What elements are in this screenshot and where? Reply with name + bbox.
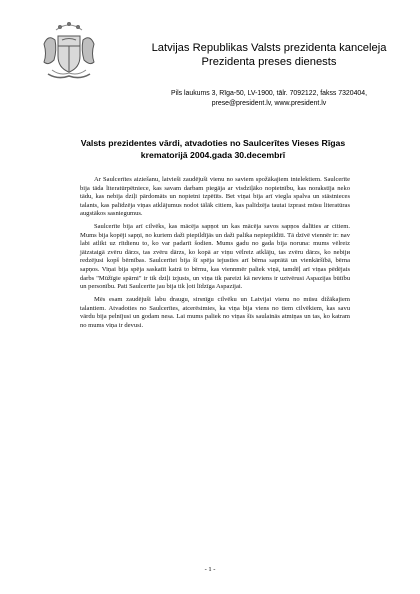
contact-line: prese@president.lv, www.president.lv (211, 99, 327, 107)
contact-address (134, 89, 404, 108)
office-name: Latvijas Republikas Valsts prezidenta kanceleja (151, 42, 387, 54)
title-line-1: Valsts prezidentes vārdi, atvadoties no Saulcerītes Vieses Rīgas (80, 138, 346, 148)
service-name: Prezidenta preses dienests (201, 55, 337, 68)
document-title (58, 138, 368, 161)
address-line: Pils laukums 3, Rīga-50, LV-1900, tālr. 7092122, fakss 7320404, (171, 90, 367, 97)
office-title (134, 42, 404, 69)
paragraph-2: Saulcerīte bija arī cilvēks, kas mācēja sapņot un kas mācēja savos sapņos dalīties ar citiem. Mums bija kopēji sapņi, no kuriem daži piepildījās un daži palika nepiepildīti. Tā dzīvē viennēr ir: nav labi atlikt uz rītdienu to, ko var padarīt šodien. Mums gadu no gada bija norunа: mums vēlreiz jāizstaigā zvēru dārzs, tas zvēru dārzs, ko kopā ar viņu vēlreiz atklāju, tas zvēru dārzs, ko nebijи redzējusi kopš bērnības. Saulcerītei bija šī spēja iejusties arī bērna saprātā un vienkāršībā, bērna sapņos. Viņai bija spēja saskatīt katrā to bērnu, kas viennmēr paliek viņā, tamdēļ arī viņas pēdējais darbs "Mūžīgie spārni" ir tik dziļi izjusts, un viņa tik pareizi kā neviens ir uztvērusi Aspazijas būtību un personību. Pati Saulcerīte jau bija tik ļoti līdzīga Aspazijai. (80, 223, 350, 291)
speech-body (80, 176, 350, 335)
paragraph-3: Mēs esam zaudējuši labu draugu, sirsnīgu cilvēku un Latvijai vienu no mūsu dižākajiem talantiem. Atvadoties no Saulcerītes, atcerēsimies, ka viņa bija viens no tiem cilvēkiem, kas savu vārdu bija pelnījusi un godam nesa. Lai mums paliek no viņas šīs saulainās atmiņas un tas, ko katram no mums viņa ir devusi. (80, 296, 350, 329)
page-number: - 1 - (204, 566, 216, 573)
letterhead (38, 14, 398, 122)
title-line-2: krematorijā 2004.gada 30.decembrī (140, 149, 286, 160)
latvian-coat-of-arms-icon (38, 16, 100, 84)
paragraph-1: Ar Saulcerītes aiziešanu, latvieši zaudējuši vienu no saviem spožākajiem intelektiem. Saulcerīte bija tāda literatūrpētniece, kas savam darbam piegāja ar visdziļāko nopietnību, kas norakstīja neko tādu, kas nebija dziļi pārdomāts un nopietni izpētīts. Bet viņai bija arī viegla spalva un stāstnieces talants, kas palīdzēja viņas atklājumus nodot tālāk citiem, kas palīdzēja tautai izprast mūsu literatūras augstākos sasniegumus. (80, 176, 350, 218)
